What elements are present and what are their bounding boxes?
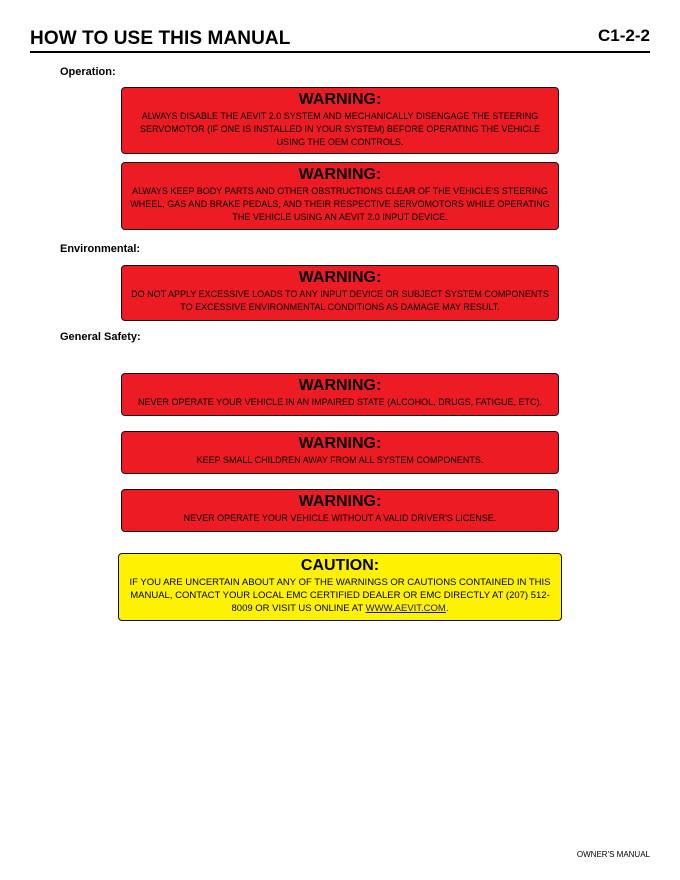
- warning-heading: WARNING:: [298, 377, 382, 394]
- caution-suffix: .: [445, 603, 449, 614]
- warning-heading: WARNING:: [298, 493, 382, 510]
- warning-heading: WARNING:: [298, 269, 382, 286]
- caution-box: [118, 553, 562, 621]
- warning-box: [121, 162, 559, 230]
- section-operation: Operation:: [60, 66, 116, 78]
- warning-box: [121, 489, 559, 532]
- page-number: C1-2-2: [598, 26, 650, 45]
- page-title: HOW TO USE THIS MANUAL: [30, 28, 291, 49]
- warning-text: ALWAYS DISABLE THE AEVIT 2.0 SYSTEM AND MECHANICALLY DISENGAGE THE STEERING SERVOMOTOR (IF ONE IS INSTALLED IN YOUR SYSTEM) BEFORE OPERATING THE VEHICLE USING THE OEM CONTROLS.: [139, 111, 541, 147]
- page-header: [30, 26, 650, 53]
- warning-box: [121, 373, 559, 416]
- caution-text: [125, 576, 555, 615]
- warning-heading: WARNING:: [298, 435, 382, 452]
- caution-body: IF YOU ARE UNCERTAIN ABOUT ANY OF THE WARNINGS OR CAUTIONS CONTAINED IN THIS MANUAL, CONTACT YOUR LOCAL EMC CERTIFIED DEALER OR EMC DIRECTLY AT (207) 512-8009 OR VISIT US ONLINE AT: [129, 577, 551, 614]
- warning-text: ALWAYS KEEP BODY PARTS AND OTHER OBSTRUCTIONS CLEAR OF THE VEHICLE'S STEERING WHEEL, GAS AND BRAKE PEDALS, AND THEIR RESPECTIVE SERVOMOTORS WHILE OPERATING THE VEHICLE USING AN AEVIT 2.0 INPUT DEVICE.: [130, 186, 550, 222]
- caution-heading: CAUTION:: [300, 557, 380, 574]
- warning-text: NEVER OPERATE YOUR VEHICLE WITHOUT A VALID DRIVER'S LICENSE.: [183, 513, 497, 523]
- website-link[interactable]: WWW.AEVIT.COM: [365, 603, 446, 614]
- warning-box: [121, 431, 559, 474]
- warning-heading: WARNING:: [298, 166, 382, 183]
- section-environmental: Environmental:: [60, 243, 141, 255]
- warning-box: [121, 265, 559, 321]
- warning-heading: WARNING:: [298, 91, 382, 108]
- warning-text: DO NOT APPLY EXCESSIVE LOADS TO ANY INPUT DEVICE OR SUBJECT SYSTEM COMPONENTS TO EXCESSIVE ENVIRONMENTAL CONDITIONS AS DAMAGE MAY RESULT.: [131, 289, 549, 312]
- warning-text: KEEP SMALL CHILDREN AWAY FROM ALL SYSTEM COMPONENTS.: [196, 455, 484, 465]
- section-general-safety: General Safety:: [60, 331, 141, 343]
- warning-text: NEVER OPERATE YOUR VEHICLE IN AN IMPAIRED STATE (ALCOHOL, DRUGS, FATIGUE, ETC).: [137, 397, 543, 407]
- warning-box: [121, 87, 559, 154]
- page-footer: OWNER'S MANUAL: [576, 850, 650, 859]
